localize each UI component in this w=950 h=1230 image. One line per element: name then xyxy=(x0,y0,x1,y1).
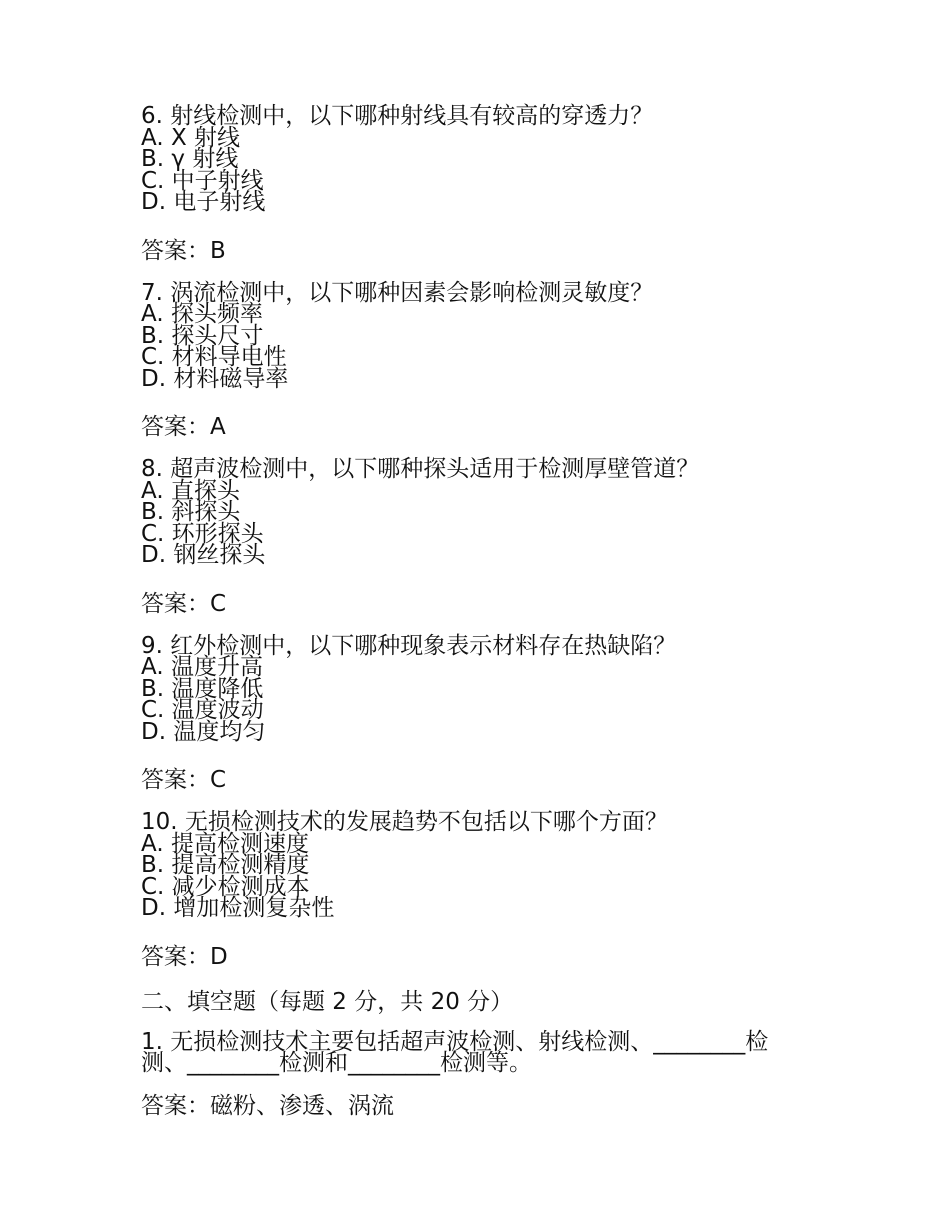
option-c: C. 环形探头 xyxy=(141,520,264,547)
question-stem: 6. 射线检测中，以下哪种射线具有较高的穿透力？ xyxy=(141,103,654,129)
option-d: D. 材料磁导率 xyxy=(141,365,289,392)
question-stem: 10. 无损检测技术的发展趋势不包括以下哪个方面？ xyxy=(141,809,668,835)
question-8 xyxy=(141,456,821,617)
question-7 xyxy=(141,279,821,441)
fill-question-line-1: 1. 无损检测技术主要包括超声波检测、射线检测、________检 xyxy=(141,1028,769,1055)
section-title-fill-in: 二、填空题（每题 2 分，共 20 分） xyxy=(141,988,514,1015)
question-body xyxy=(141,809,821,921)
option-a: A. X 射线 xyxy=(141,124,241,151)
option-c: C. 温度波动 xyxy=(141,697,264,723)
option-d: D. 电子射线 xyxy=(141,189,266,215)
answer-line: 答案：D xyxy=(141,943,228,970)
option-d: D. 增加检测复杂性 xyxy=(141,895,335,921)
option-c: C. 中子射线 xyxy=(141,167,264,194)
question-body xyxy=(141,103,821,215)
answer-line: 答案：C xyxy=(141,767,227,793)
option-b: B. 提高检测精度 xyxy=(141,852,310,878)
question-stem: 9. 红外检测中，以下哪种现象表示材料存在热缺陷？ xyxy=(141,632,677,659)
option-d: D. 温度均匀 xyxy=(141,718,266,745)
question-body xyxy=(141,456,821,568)
question-10 xyxy=(141,809,821,970)
option-d: D. 钢丝探头 xyxy=(141,542,266,568)
fill-question-1 xyxy=(141,1028,821,1076)
fill-answer-line: 答案：磁粉、渗透、涡流 xyxy=(141,1092,394,1119)
question-stem: 7. 涡流检测中，以下哪种因素会影响检测灵敏度？ xyxy=(141,279,654,306)
question-stem: 8. 超声波检测中，以下哪种探头适用于检测厚壁管道？ xyxy=(141,456,700,482)
option-c: C. 减少检测成本 xyxy=(141,873,310,900)
document-page xyxy=(141,103,821,1119)
option-b: B. 温度降低 xyxy=(141,675,264,702)
question-6 xyxy=(141,103,821,264)
question-body xyxy=(141,632,821,745)
option-a: A. 探头频率 xyxy=(141,301,263,327)
question-9 xyxy=(141,632,821,794)
option-c: C. 材料导电性 xyxy=(141,344,287,370)
answer-line: 答案：B xyxy=(141,237,226,264)
answer-line: 答案：A xyxy=(141,414,226,440)
option-a: A. 提高检测速度 xyxy=(141,830,309,857)
option-a: A. 直探头 xyxy=(141,477,240,504)
answer-line: 答案：C xyxy=(141,590,227,617)
option-b: B. γ 射线 xyxy=(141,146,239,172)
option-a: A. 温度升高 xyxy=(141,654,263,680)
question-body xyxy=(141,279,821,392)
option-b: B. 探头尺寸 xyxy=(141,322,264,349)
fill-question-line-2: 测、________检测和________检测等。 xyxy=(141,1050,532,1076)
option-b: B. 斜探头 xyxy=(141,499,241,525)
